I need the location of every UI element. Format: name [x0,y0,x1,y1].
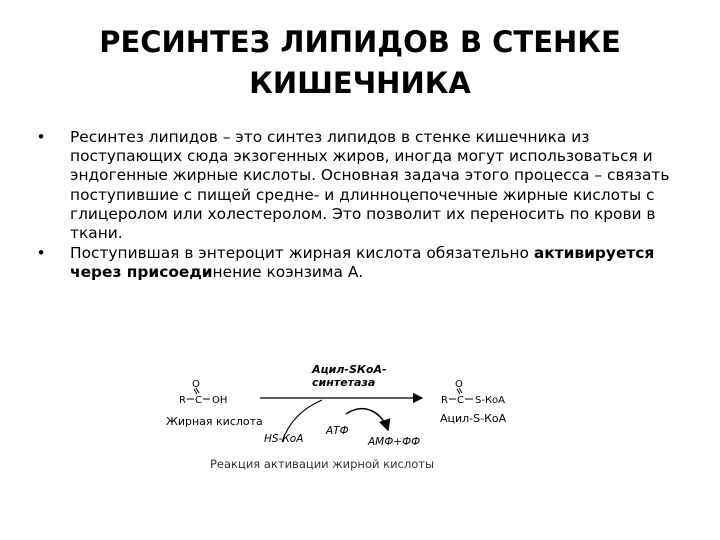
left-oh: OH [212,395,228,406]
acyl-coa-label: Ацил-S-КоА [440,412,507,425]
left-o: O [192,379,200,390]
bullet-dot-icon: • [36,128,46,146]
slide-title [40,22,680,104]
right-c: C [457,395,464,406]
atp-label: АТФ [326,425,349,437]
enzyme-label-line2: синтетаза [312,376,376,389]
bullet-text-2-tail: нение коэнзима А. [212,263,364,282]
enzyme-label-line1: Ацил-SКоА- [312,363,387,376]
bullet-text-1: Ресинтез липидов – это синтез липидов в стенке кишечника из поступающих сюда экзогенных жиров, иногда могут использоваться и эндогенные жирные кислоты. Основная задача этого процесса – связать поступившие с пищей средне- и длинноцепочечные жирные кислоты с глицеролом или холестеролом. Это позволит их переносить по крови в ткани. [70,128,670,243]
fatty-acid-formula [179,379,227,406]
left-r: R [179,395,186,406]
bullet-dot-icon: • [36,244,46,263]
left-c: C [195,395,202,406]
atp-curve-arrow [346,409,388,430]
bullet-text-2-bold: активируется через присоеди [70,244,655,282]
bullet-item-2 [34,244,694,282]
bullet-item-1 [34,128,694,243]
acyl-coa-formula [441,379,505,406]
bullet-text-2-plain: Поступившая в энтероцит жирная кислота обязательно [70,244,534,263]
right-o: O [455,379,463,390]
hs-koa-label: HS-КоА [264,433,304,445]
amp-ff-label: АМФ+ФФ [368,436,421,448]
diagram-caption: Реакция активации жирной кислоты [210,457,435,471]
right-r: R [441,395,448,406]
fatty-acid-label: Жирная кислота [166,415,263,428]
reaction-diagram [160,358,540,482]
bullet-list [34,128,694,283]
slide-title-line1: РЕСИНТЕЗ ЛИПИДОВ В СТЕНКЕ [99,25,621,59]
right-s-koa: S-КоА [475,395,506,406]
slide-title-line2: КИШЕЧНИКА [249,66,471,100]
